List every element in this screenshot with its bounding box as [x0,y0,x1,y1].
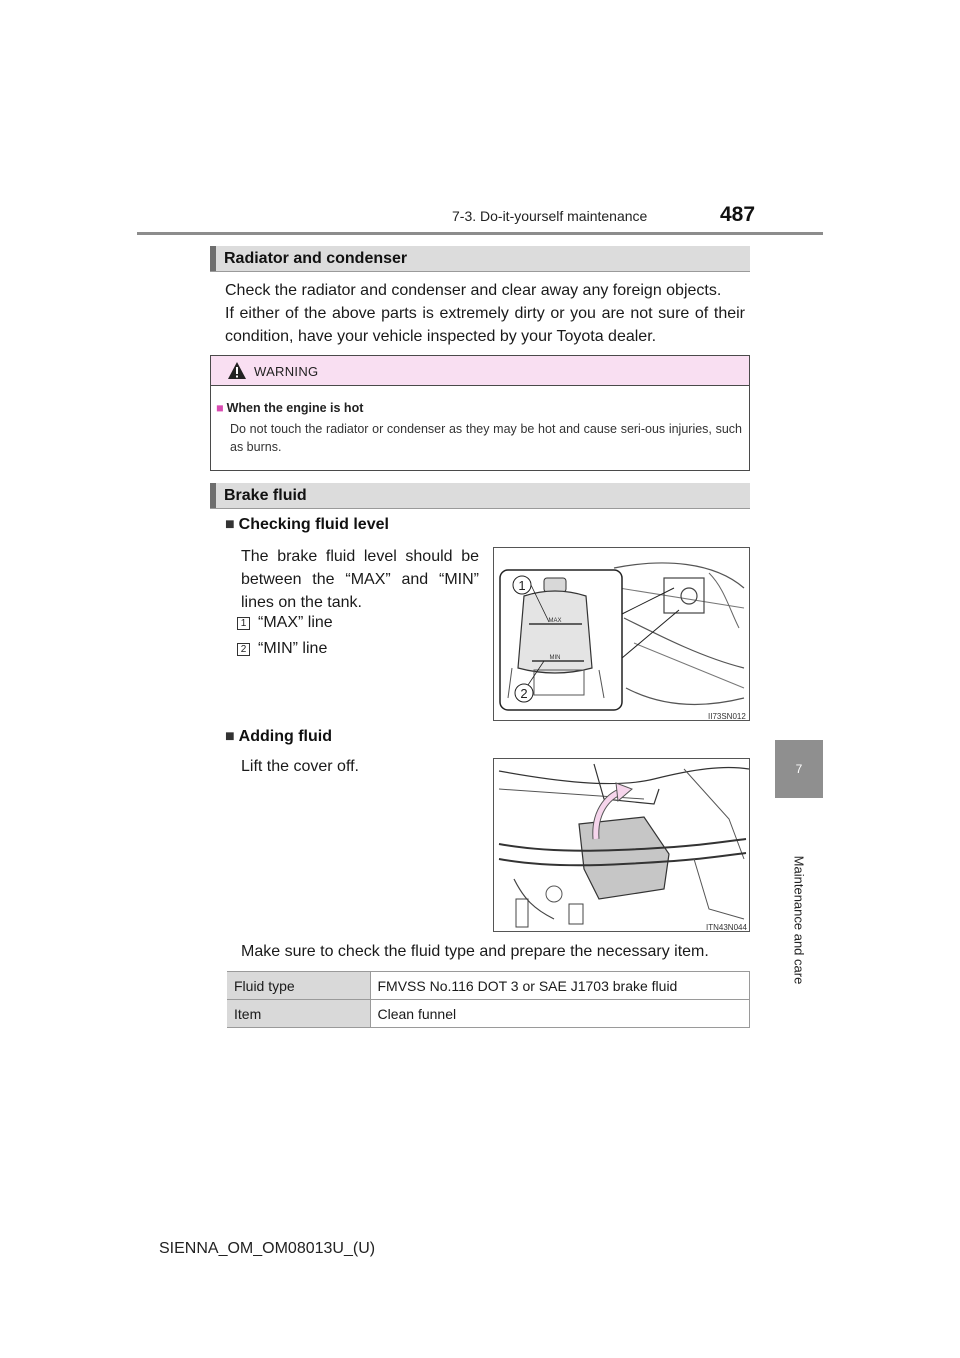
warning-triangle-icon [227,361,247,380]
item-number-2: 2 [237,643,250,656]
section-header-bar [210,483,216,508]
section-header-radiator [210,246,750,272]
figure-code-1: II73SN012 [708,712,746,721]
callout-2: 2 [520,686,528,701]
warning-text: Do not touch the radiator or condenser as they may be hot and cause seri-ous injuries, such as burns. [230,422,742,454]
warning-header [211,356,749,386]
item-label-min: “MIN” line [258,640,328,657]
checking-body: The brake fluid level should be between the “MAX” and “MIN” lines on the tank. [241,548,479,611]
table-value: FMVSS No.116 DOT 3 or SAE J1703 brake fluid [370,972,750,1000]
warning-box [210,355,750,471]
table-key: Fluid type [227,972,370,1000]
table-key: Item [227,1000,370,1028]
item-number-1: 1 [237,617,250,630]
warning-label: WARNING [254,364,319,379]
pink-square-bullet-icon: ■ [216,401,224,415]
table-row [227,1000,750,1028]
chapter-title-vertical: Maintenance and care [791,855,807,985]
header-divider [137,232,823,235]
page-number: 487 [720,203,756,226]
item-label-max: “MAX” line [258,614,333,631]
section-header-brake [210,483,750,509]
figure-code-2: ITN43N044 [706,923,747,932]
subheading-checking-text: Checking fluid level [238,516,389,533]
radiator-body-line1: Check the radiator and condenser and clear away any foreign objects. [225,282,722,299]
fluid-spec-table [227,971,750,1028]
adding-body: Lift the cover off. [241,758,359,775]
header-section-title: 7-3. Do-it-yourself maintenance [452,208,648,224]
cover-figure [493,758,750,932]
brake-reservoir-illustration [494,548,750,721]
square-bullet-icon: ■ [225,728,235,745]
radiator-body-line2: If either of the above parts is extremely dirty or you are not sure of their condition, have your vehicle inspected by your Toyota dealer. [225,305,745,345]
subheading-adding-text: Adding fluid [238,728,332,745]
warning-subtitle-text: When the engine is hot [226,401,364,415]
section-title-radiator: Radiator and condenser [224,250,408,267]
warning-subtitle [216,401,363,415]
max-mark-text: MAX [548,618,562,624]
subheading-adding [225,728,332,746]
callout-1: 1 [518,578,526,593]
section-header-bar [210,246,216,271]
prepare-text: Make sure to check the fluid type and prepare the necessary item. [241,943,709,960]
subheading-checking [225,516,389,534]
chapter-tab[interactable]: 7 [775,740,823,798]
section-title-brake: Brake fluid [224,487,307,504]
footer-doc-id: SIENNA_OM_OM08013U_(U) [159,1240,376,1257]
table-row [227,972,750,1000]
min-mark-text: MIN [549,655,561,661]
lift-cover-illustration [494,759,750,932]
table-value: Clean funnel [370,1000,750,1028]
reservoir-figure [493,547,750,721]
square-bullet-icon: ■ [225,516,235,533]
